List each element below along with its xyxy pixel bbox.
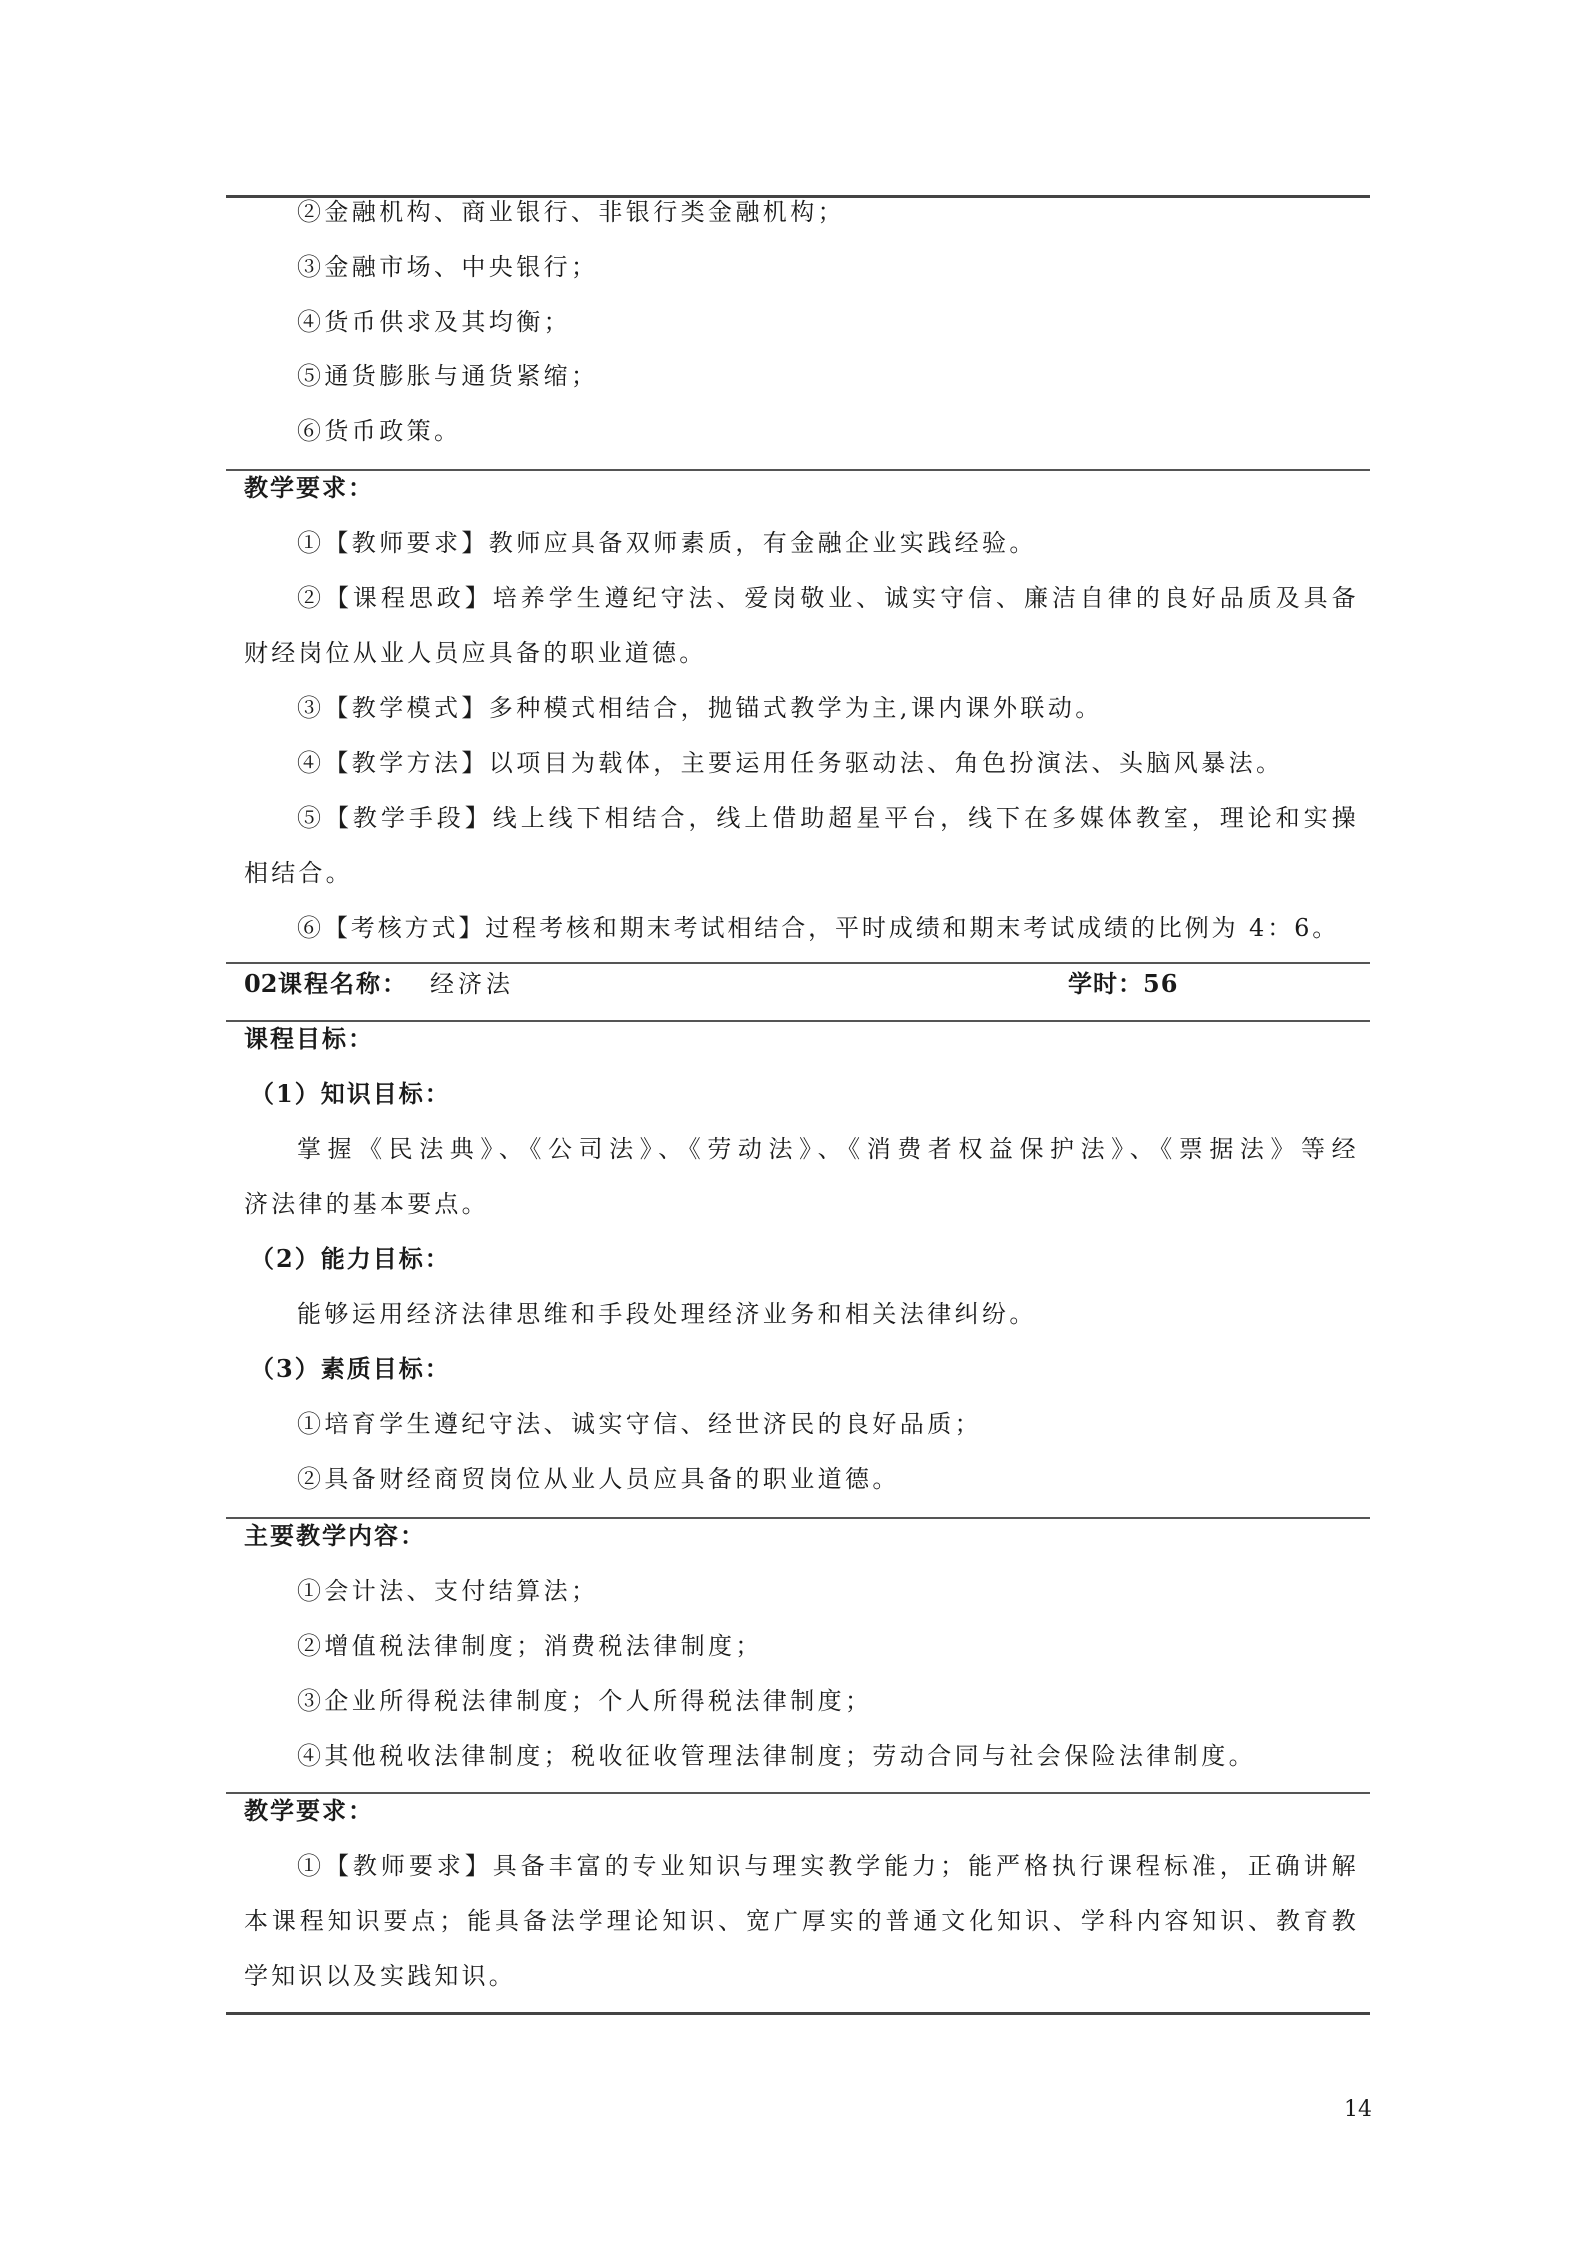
- requirement-line: 相结合。: [244, 859, 353, 887]
- requirement-line: ⑤【教学手段】线上线下相结合，线上借助超星平台，线下在多媒体教室，理论和实操: [297, 804, 1359, 832]
- requirement-line: 学知识以及实践知识。: [244, 1962, 516, 1990]
- content-item: ③企业所得税法律制度；个人所得税法律制度；: [297, 1687, 873, 1715]
- table-rule: [226, 2012, 1370, 2015]
- goals-heading: 课程目标：: [244, 1024, 374, 1053]
- course-name: 经济法: [430, 970, 514, 998]
- knowledge-goal-line: 掌握《民法典》、《公司法》、《劳动法》、《消费者权益保护法》、《票据法》等经: [297, 1135, 1359, 1163]
- requirement-line: ⑥【考核方式】过程考核和期末考试相结合，平时成绩和期末考试成绩的比例为 4：6。: [297, 914, 1340, 942]
- ability-goal-heading: （2）能力目标：: [250, 1244, 451, 1273]
- requirement-line: ①【教师要求】教师应具备双师素质，有金融企业实践经验。: [297, 529, 1037, 557]
- content-item: ⑤通货膨胀与通货紧缩；: [297, 362, 599, 390]
- requirements-heading: 教学要求：: [244, 1796, 374, 1825]
- content-item: ④货币供求及其均衡；: [297, 308, 571, 336]
- requirement-line: ②【课程思政】培养学生遵纪守法、爱岗敬业、诚实守信、廉洁自律的良好品质及具备: [297, 584, 1359, 612]
- quality-goal-line: ①培育学生遵纪守法、诚实守信、经世济民的良好品质；: [297, 1410, 982, 1438]
- content-item: ②金融机构、商业银行、非银行类金融机构；: [297, 198, 845, 226]
- knowledge-goal-line: 济法律的基本要点。: [244, 1190, 489, 1218]
- course-name-label: 课程名称：: [278, 969, 408, 998]
- content-item: ③金融市场、中央银行；: [297, 253, 599, 281]
- course-number: 02: [244, 969, 278, 998]
- quality-goal-heading: （3）素质目标：: [250, 1354, 451, 1383]
- ability-goal-line: 能够运用经济法律思维和手段处理经济业务和相关法律纠纷。: [297, 1300, 1037, 1328]
- table-rule: [226, 962, 1370, 964]
- requirement-line: ①【教师要求】具备丰富的专业知识与理实教学能力；能严格执行课程标准，正确讲解: [297, 1852, 1359, 1880]
- quality-goal-line: ②具备财经商贸岗位从业人员应具备的职业道德。: [297, 1465, 900, 1493]
- content-item: ①会计法、支付结算法；: [297, 1577, 599, 1605]
- requirement-line: ③【教学模式】多种模式相结合，抛锚式教学为主,课内课外联动。: [297, 694, 1103, 722]
- requirements-heading: 教学要求：: [244, 473, 374, 502]
- content-heading: 主要教学内容：: [244, 1521, 426, 1550]
- requirement-line: 本课程知识要点；能具备法学理论知识、宽广厚实的普通文化知识、学科内容知识、教育教: [244, 1907, 1359, 1935]
- requirement-line: 财经岗位从业人员应具备的职业道德。: [244, 639, 707, 667]
- requirement-line: ④【教学方法】以项目为载体，主要运用任务驱动法、角色扮演法、头脑风暴法。: [297, 749, 1284, 777]
- content-item: ②增值税法律制度；消费税法律制度；: [297, 1632, 763, 1660]
- page-number: 14: [1344, 2097, 1372, 2122]
- content-item: ④其他税收法律制度；税收征收管理法律制度；劳动合同与社会保险法律制度。: [297, 1742, 1256, 1770]
- knowledge-goal-heading: （1）知识目标：: [250, 1079, 451, 1108]
- course-hours: 学时：56: [1068, 969, 1179, 998]
- content-item: ⑥货币政策。: [297, 417, 462, 445]
